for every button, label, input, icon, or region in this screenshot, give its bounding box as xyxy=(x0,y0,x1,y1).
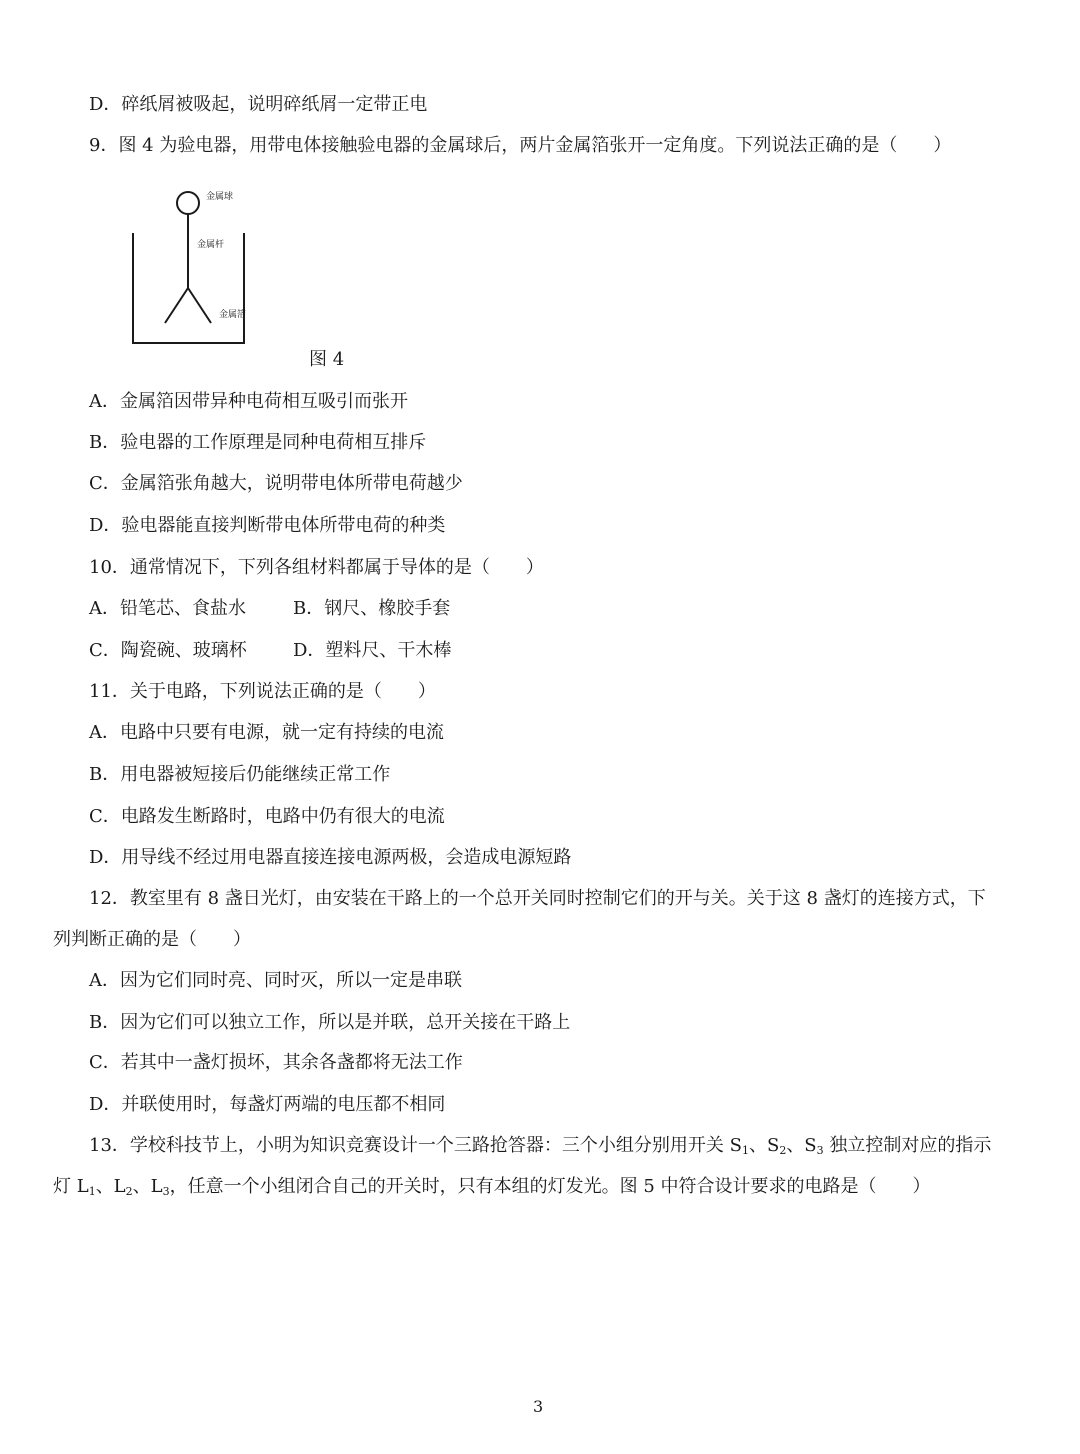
question-8-option-d: D．碎纸屑被吸起，说明碎纸屑一定带正电 xyxy=(89,94,428,115)
q13-text: 、L xyxy=(132,1176,163,1197)
question-10-option-d: D．塑料尺、干木棒 xyxy=(293,640,452,661)
question-12-option-a: A．因为它们同时亮、同时灭，所以一定是串联 xyxy=(89,970,462,991)
question-11-option-a: A．电路中只要有电源，就一定有持续的电流 xyxy=(89,722,444,743)
q13-text: 13．学校科技节上，小明为知识竞赛设计一个三路抢答器：三个小组分别用开关 S xyxy=(89,1135,742,1156)
q13-text: 、S xyxy=(786,1135,817,1156)
question-12-stem-line-1: 12．教室里有 8 盏日光灯，由安装在干路上的一个总开关同时控制它们的开与关。关于这 8 盏灯的连接方式，下 xyxy=(89,888,986,909)
q13-text: 、S xyxy=(748,1135,780,1156)
l1-subscript: 1 xyxy=(88,1185,96,1198)
question-9-option-d: D．验电器能直接判断带电体所带电荷的种类 xyxy=(89,515,446,536)
electroscope-figure xyxy=(125,185,250,347)
figure-4-caption: 图 4 xyxy=(309,349,345,370)
question-13-stem-line-1 xyxy=(89,1134,991,1158)
question-12-stem-line-2: 列判断正确的是（ ） xyxy=(53,929,251,950)
question-12-option-b: B．因为它们可以独立工作，所以是并联，总开关接在干路上 xyxy=(89,1012,571,1033)
question-10-option-b: B．钢尺、橡胶手套 xyxy=(293,598,451,619)
s2-subscript: 2 xyxy=(779,1144,787,1157)
q13-text: ，任意一个小组闭合自己的开关时，只有本组的灯发光。图 5 中符合设计要求的电路是（ ） xyxy=(169,1176,931,1197)
l2-subscript: 2 xyxy=(125,1185,133,1198)
q13-text: 独立控制对应的指示 xyxy=(823,1135,992,1156)
metal-foil-right xyxy=(188,288,211,323)
s3-subscript: 3 xyxy=(816,1144,824,1157)
metal-foil-label: 金属箔 xyxy=(219,310,247,320)
question-12-option-d: D．并联使用时，每盏灯两端的电压都不相同 xyxy=(89,1094,446,1115)
question-10-stem: 10．通常情况下，下列各组材料都属于导体的是（ ） xyxy=(89,557,544,578)
question-9-option-b: B．验电器的工作原理是同种电荷相互排斥 xyxy=(89,432,427,453)
page-number: 3 xyxy=(533,1397,544,1416)
metal-rod-label: 金属杆 xyxy=(197,240,225,250)
q13-text: 、L xyxy=(95,1176,126,1197)
question-11-option-d: D．用导线不经过用电器直接连接电源两极，会造成电源短路 xyxy=(89,847,572,868)
question-13-stem-line-2 xyxy=(53,1175,931,1199)
metal-ball xyxy=(177,192,199,214)
metal-foil-left xyxy=(165,288,188,323)
q13-text: 灯 L xyxy=(53,1176,89,1197)
question-10-option-c: C．陶瓷碗、玻璃杯 xyxy=(89,640,247,661)
metal-ball-label: 金属球 xyxy=(206,192,234,202)
question-9-option-c: C．金属箔张角越大，说明带电体所带电荷越少 xyxy=(89,473,463,494)
question-9-option-a: A．金属箔因带异种电荷相互吸引而张开 xyxy=(89,391,408,412)
l3-subscript: 3 xyxy=(162,1185,170,1198)
question-9-stem: 9．图 4 为验电器，用带电体接触验电器的金属球后，两片金属箔张开一定角度。下列说法正确的是（ ） xyxy=(89,135,952,156)
question-11-option-c: C．电路发生断路时，电路中仍有很大的电流 xyxy=(89,806,445,827)
question-11-stem: 11．关于电路，下列说法正确的是（ ） xyxy=(89,681,436,702)
question-10-option-a: A．铅笔芯、食盐水 xyxy=(89,598,246,619)
s1-subscript: 1 xyxy=(741,1144,749,1157)
question-11-option-b: B．用电器被短接后仍能继续正常工作 xyxy=(89,764,391,785)
question-12-option-c: C．若其中一盏灯损坏，其余各盏都将无法工作 xyxy=(89,1052,463,1073)
